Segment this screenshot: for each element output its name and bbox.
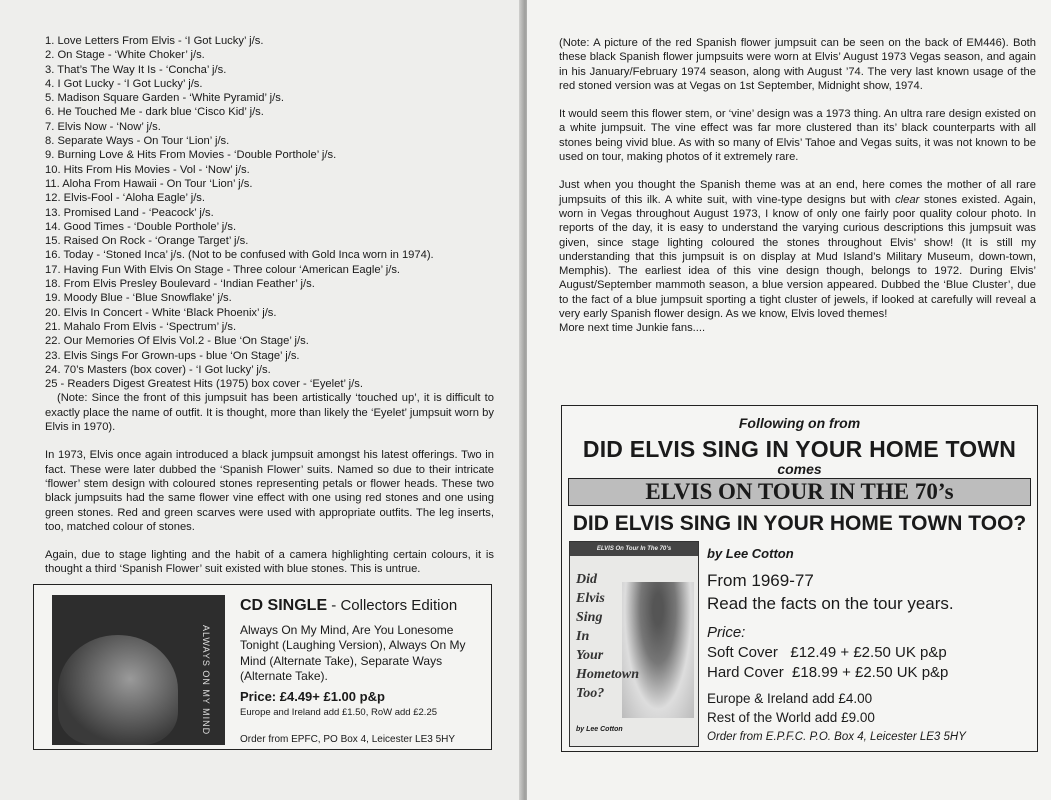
album-jumpsuit-list [45,34,494,391]
book-ad-headline-2: DID ELVIS SING IN YOUR HOME TOWN TOO? [572,512,1027,535]
list-item: 2. On Stage - ‘White Choker’ j/s. [45,49,205,62]
book-tagline: From 1969-77 Read the facts on the tour years. [707,571,954,613]
cd-cover-title: ALWAYS ON MY MIND [201,625,211,736]
book-ad-following: Following on from [738,415,861,431]
cd-price: Price: £4.49+ £1.00 p&p [240,689,385,705]
cd-ad-text [240,597,485,745]
list-item: 13. Promised Land - ‘Peacock’ j/s. [45,206,214,219]
list-item: 3. That’s The Way It Is - ‘Concha’ j/s. [45,63,227,76]
list-item: 20. Elvis In Concert - White ‘Black Phoenix’ j/s. [45,306,277,319]
book-price-label: Price: [707,624,746,641]
list-item: 18. From Elvis Presley Boulevard - ‘Indian Feather’ j/s. [45,278,315,291]
book-postage: Europe & Ireland add £4.00 Rest of the World add £9.00 [707,691,875,725]
book-cover-image [569,541,699,747]
list-item: 1. Love Letters From Elvis - ‘I Got Lucky’ j/s. [45,35,264,47]
list-item: 9. Burning Love & Hits From Movies - ‘Double Porthole’ j/s. [45,149,337,162]
book-author: by Lee Cotton [707,546,794,561]
left-page [0,0,524,800]
list-item: 23. Elvis Sings For Grown-ups - blue ‘On Stage’ j/s. [45,349,300,362]
elvis-portrait [58,635,178,745]
cd-single-ad [33,584,492,750]
cd-track-list: Always On My Mind, Are You Lonesome Tonight (Laughing Version), Always On My Mind (Alternate Take), Separate Ways (Alternate Take). [240,623,466,683]
list-item: 16. Today - ‘Stoned Inca’ j/s. (Not to be confused with Gold Inca worn in 1974). [45,249,434,262]
list-item: 4. I Got Lucky - ‘I Got Lucky’ j/s. [45,77,203,90]
list-item: 11. Aloha From Hawaii - On Tour ‘Lion’ j/s. [45,177,253,190]
list-item: 25 - Readers Digest Greatest Hits (1975) box cover - ‘Eyelet’ j/s. [45,378,363,391]
list-item: 22. Our Memories Of Elvis Vol.2 - Blue ‘On Stage’ j/s. [45,335,309,348]
cd-cover-image [52,595,225,745]
soft-cover-price: Soft Cover £12.49 + £2.50 UK p&p [707,644,947,661]
list-item: 21. Mahalo From Elvis - ‘Spectrum’ j/s. [45,320,237,333]
book-ad [561,405,1038,752]
closing-line: More next time Junkie fans.... [559,322,706,335]
list-item: 5. Madison Square Garden - ‘White Pyramid’ j/s. [45,92,284,105]
book-ad-comes: comes [777,461,822,477]
list-item: 15. Raised On Rock - ‘Orange Target’ j/s. [45,235,249,248]
list-item: 7. Elvis Now - ‘Now’ j/s. [45,120,161,133]
list-item: 24. 70’s Masters (box cover) - ‘I Got lucky’ j/s. [45,363,271,376]
spanish-flower-paragraph: In 1973, Elvis once again introduced a black jumpsuit amongst his latest offerings. Two in fact. These were later dubbed the ‘Spanish Flower’ suits. Named so due to their intricate ‘flower’ stem design with coloured stones representing petals or flower heads. These two black jumpsuits had the same flower vine effect with one using red stones and one using green stones. Red and green scarves were used with appropriate outfits. The leg inserts, too, matched colour of stones. [45,449,494,533]
book-ad-headline-1: DID ELVIS SING IN YOUR HOME TOWN [582,436,1017,462]
white-suit-paragraph: Just when you thought the Spanish theme was at an end, here comes the mother of all rare jumpsuits of this ilk. A white suit, with vine-type designs but with clear stones existed. Again, worn in Vegas throughout August 1973, I know of only one fairly poor quality colour photo. In reports of the day, it is easy to understand the varying curious descriptions this jumpsuit was given, since stage lighting coloured the stones throughout Elvis’ show! (It is still my understanding that this jumpsuit is on display at Mud Island’s Military Museum, down-town, Memphis). The earliest idea of this vine design though, belongs to 1972. During Elvis’ August/September mammoth season, a blue version appeared. Dubbed the ‘Blue Cluster’, due to the fact of a blue jumpsuit sporting a tight cluster of jewels, if looked at carefully will reveal a very early Spanish flower design. As we know, Elvis loved themes! [559,179,1036,321]
cd-ad-title: CD SINGLE - Collectors Edition [240,597,458,614]
blue-stones-paragraph: Again, due to stage lighting and the habit of a camera highlighting certain colours, it is thought a third ‘Spanish Flower’ suit existed with blue stones. This is untrue. [45,549,494,576]
list-item: 14. Good Times - ‘Double Porthole’ j/s. [45,220,237,233]
cd-postage: Europe and Ireland add £1.50, RoW add £2.25 [240,707,438,719]
list-item: 17. Having Fun With Elvis On Stage - Three colour ‘American Eagle’ j/s. [45,263,401,276]
cd-ad-subtitle: - Collectors Edition [327,597,458,614]
list-item: 8. Separate Ways - On Tour ‘Lion’ j/s. [45,135,230,148]
book-prices [707,643,948,683]
list-item: 12. Elvis-Fool - ‘Aloha Eagle’ j/s. [45,192,206,205]
book-cover-title: Did Elvis Sing In Your Hometown Too? [576,572,640,701]
book-order-address: Order from E.P.F.C. P.O. Box 4, Leicester LE3 5HY [707,731,966,743]
eyelet-note: (Note: Since the front of this jumpsuit has been artistically ‘touched up’, it is difficult to exactly place the name of outfit. It is thought, more than likely the ‘Eyelet’ jumpsuit worn by Elvis in 1970). [45,392,494,434]
cd-order-address: Order from EPFC, PO Box 4, Leicester LE3 5HY [240,734,456,746]
book-cover-author: by Lee Cotton [576,726,623,733]
right-page [527,0,1051,800]
list-item: 10. Hits From His Movies - Vol - ‘Now’ j/s. [45,163,250,176]
book-ad-band-title: ELVIS ON TOUR IN THE 70’s [568,478,1031,506]
list-item: 19. Moody Blue - ‘Blue Snowflake’ j/s. [45,292,232,305]
red-jumpsuit-note: (Note: A picture of the red Spanish flower jumpsuit can be seen on the back of EM446). Both these black Spanish flower jumpsuits were worn at Elvis’ August 1973 Vegas season, and again in his January/February 1974 season, along with August ’74. The very last known usage of the red stoned version was at Vegas on 1st September, Midnight show, 1974. [559,37,1036,92]
vine-design-paragraph: It would seem this flower stem, or ‘vine’ design was a 1973 thing. An ultra rare design existed on a white jumpsuit. The vine effect was far more clustered than its’ black counterparts with all stones being vivid blue. As with so many of Elvis’ Tahoe and Vegas suits, it was not known to be used on tour, making photos of it extremely rare. [559,108,1036,164]
list-item: 6. He Touched Me - dark blue ‘Cisco Kid’ j/s. [45,106,264,119]
hard-cover-price: Hard Cover £18.99 + £2.50 UK p&p [707,664,949,681]
book-cover-series: ELVIS On Tour In The 70’s [570,542,698,556]
